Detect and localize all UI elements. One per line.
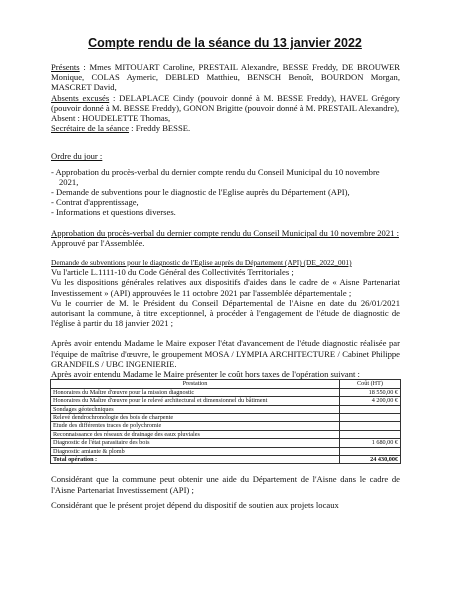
row-amount [340, 413, 401, 421]
row-amount: 4 200,00 € [340, 397, 401, 405]
ordre-du-jour-heading: Ordre du jour : [51, 151, 103, 162]
row-label: Sondages géotechniques [51, 405, 340, 413]
subvention-paragraph: Vu l'article L.1111-10 du Code Général des Collectivités Territoriales ; [51, 267, 294, 278]
row-label: Relevé dendrochronologie des bois de charpente [51, 413, 340, 421]
table-header-row [51, 380, 401, 388]
ordre-du-jour-list [51, 167, 400, 218]
row-amount: 18 550,00 € [340, 388, 401, 396]
absents-excuses-paragraph [51, 93, 400, 113]
total-label: Total opération : [51, 455, 340, 463]
row-amount [340, 430, 401, 438]
subvention-paragraph: Vu les dispositions générales relatives aux dispositifs d'aides dans le cadre de « Aisne Partenariat Investissement » (API) approuvées le 11 octobre 2021 par l'assemblée départementale ; [51, 277, 400, 298]
subvention-paragraph: Après avoir entendu Madame le Maire exposer l'état d'avancement de l'étude diagnostic réalisée par l'équipe de maîtrise d'œuvre, le groupement MOSA / LYMPIA ARCHITECTURE / Cabinet Philippe GRANDFILS / UBC INGENIERIE. [51, 338, 400, 369]
presents-paragraph [51, 62, 400, 93]
table-total-row [51, 455, 401, 463]
absents-excuses-label: Absents excusés [51, 92, 110, 103]
row-amount: 1 680,00 € [340, 439, 401, 447]
row-amount [340, 447, 401, 455]
ordre-item: - Approbation du procès-verbal du dernier compte rendu du Conseil Municipal du 10 novembre 2021, [51, 166, 380, 187]
row-label: Diagnostic de l'état parasitaire des bois [51, 439, 340, 447]
ordre-item: - Demande de subventions pour le diagnostic de l'Eglise auprès du Département (API), [51, 187, 350, 198]
absent-paragraph: Absent : HOUDELETTE Thomas, [51, 113, 171, 124]
row-label: Honoraires du Maître d'œuvre pour le relevé architectural et dimensionnel du bâtiment [51, 397, 340, 405]
row-amount [340, 422, 401, 430]
row-label: Etude des différentes traces de polychromie [51, 422, 340, 430]
total-amount: 24 430,00€ [340, 455, 401, 463]
row-label: Honoraires du Maître d'œuvre pour la mission diagnostic [51, 388, 340, 396]
ordre-item: - Informations et questions diverses. [51, 207, 176, 218]
table-header-prestation: Prestation [51, 380, 340, 388]
table-row [51, 447, 401, 455]
subvention-paragraph: Vu le courrier de M. le Président du Conseil Départemental de l'Aisne en date du 26/01/2021 autorisant la commune, à titre exceptionnel, à procéder à l'engagement de l'étude de diagnostic de l'église à partir du 18 janvier 2021 ; [51, 297, 400, 329]
cost-table [50, 379, 401, 464]
presents-text: : Mmes MITOUART Caroline, PRESTAIL Alexandre, BESSE Freddy, DE BROUWER Monique, COLAS Aymeric, DEBLED Matthieu, BENSCH Benoît, BOURDON Morgan, MASCRET David, [51, 62, 400, 93]
table-row [51, 405, 401, 413]
approbation-heading: Approbation du procès-verbal du dernier compte rendu du Conseil Municipal du 10 novembre 2021 : [51, 227, 399, 238]
document-body [51, 62, 400, 510]
presents-label: Présents [51, 62, 80, 72]
row-label: Diagnostic amiante & plomb [51, 447, 340, 455]
secretaire-label: Secrétaire de la séance [51, 123, 130, 134]
page-title: Compte rendu de la séance du 13 janvier 2022 [88, 36, 362, 50]
closing-paragraph: Considérant que la commune peut obtenir une aide du Département de l'Aisne dans le cadre de l'Aisne Partenariat Investissement (API) ; [51, 474, 400, 495]
table-row [51, 422, 401, 430]
table-row [51, 397, 401, 405]
table-header-cout: Coût (HT) [340, 380, 401, 388]
subvention-paragraph: Après avoir entendu Madame le Maire présenter le coût hors taxes de l'opération suivant : [51, 369, 360, 380]
closing-paragraph: Considérant que le présent projet dépend du dispositif de soutien aux projets locaux [51, 499, 339, 510]
table-row [51, 439, 401, 447]
secretaire-paragraph [51, 123, 400, 133]
secretaire-text: : Freddy BESSE. [129, 123, 191, 134]
absents-excuses-text: : DELAPLACE Cindy (pouvoir donné à M. BESSE Freddy), HAVEL Grégory (pouvoir donné à M. BESSE Freddy), GONON Brigitte (pouvoir donné à M. PRESTAIL Alexandre), [51, 92, 400, 113]
table-row [51, 413, 401, 421]
table-row [51, 388, 401, 396]
row-label: Reconnaissance des réseaux de drainage des eaux pluviales [51, 430, 340, 438]
row-amount [340, 405, 401, 413]
approbation-text: Approuvé par l'Assemblée. [51, 237, 145, 248]
subvention-heading: Demande de subventions pour le diagnostic de l'Eglise auprès du Département (API) (DE_2022_001) [51, 258, 352, 268]
table-row [51, 430, 401, 438]
ordre-item: - Contrat d'apprentissage, [51, 197, 139, 208]
